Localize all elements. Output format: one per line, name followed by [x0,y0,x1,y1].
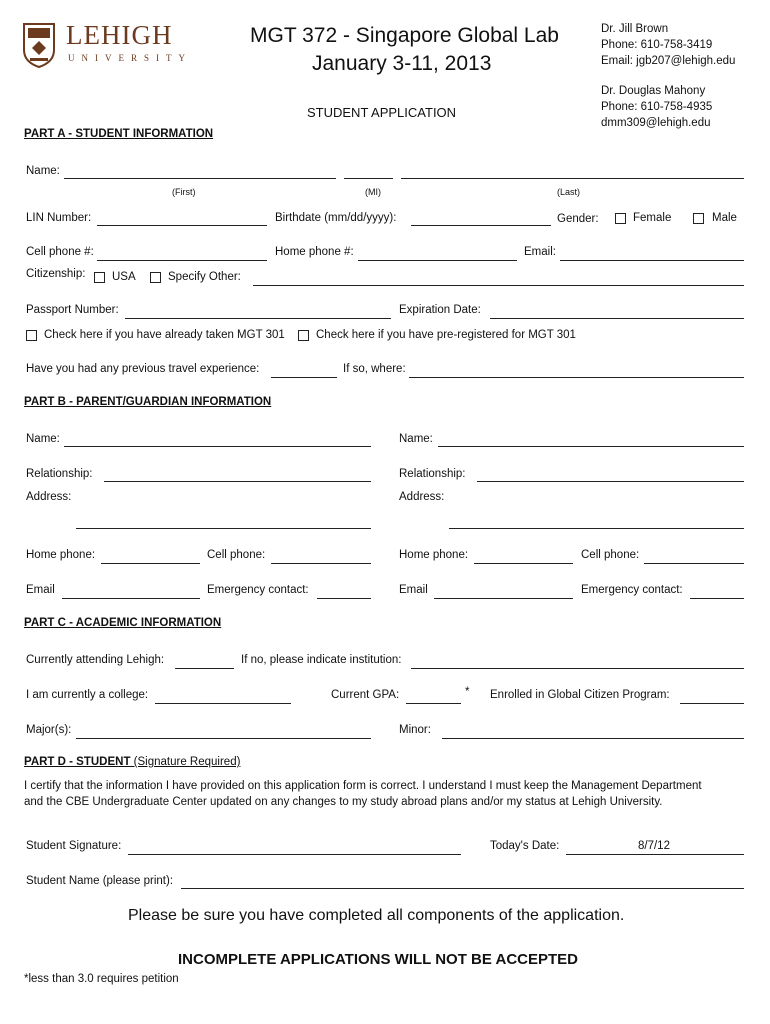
where-label: If so, where: [343,363,406,375]
where-field[interactable] [409,377,744,378]
guardian2-emergency-label: Emergency contact: [581,584,683,596]
prereg-301-checkbox[interactable] [298,330,309,341]
gpa-label: Current GPA: [331,689,400,701]
college-field[interactable] [155,703,291,704]
guardian1-cell-phone-field[interactable] [271,563,371,564]
college-label: I am currently a college: [26,689,149,701]
cell-field[interactable] [97,260,267,261]
guardian2-address-label: Address: [399,491,445,503]
contact-phone: Phone: 610-758-4935 [601,101,713,113]
guardian2-home-phone-field[interactable] [474,563,573,564]
certify-line-2: and the CBE Undergraduate Center updated on any changes to my study abroad plans and/or my status at Lehigh University. [24,796,663,808]
passport-field[interactable] [125,318,391,319]
signature-label: Student Signature: [26,840,122,852]
email-label: Email: [524,246,556,258]
course-dates: January 3-11, 2013 [312,52,492,75]
male-label: Male [712,212,737,224]
part-a-title: PART A - STUDENT INFORMATION [24,128,214,140]
attending-field[interactable] [175,668,234,669]
guardian1-emergency-field[interactable] [317,598,371,599]
guardian2-relationship-field[interactable] [477,481,744,482]
lin-label: LIN Number: [26,212,92,224]
global-citizen-field[interactable] [680,703,744,704]
guardian1-email-label: Email [26,584,55,596]
usa-label: USA [112,271,136,283]
last-caption: (Last) [557,187,581,197]
taken-301-label: Check here if you have already taken MGT 301 [44,329,285,341]
guardian1-name-label: Name: [26,433,60,445]
lin-field[interactable] [97,225,267,226]
guardian2-name-label: Name: [399,433,433,445]
prereg-301-label: Check here if you have pre-registered for MGT 301 [316,329,576,341]
minor-label: Minor: [399,724,431,736]
majors-field[interactable] [76,738,371,739]
birthdate-label: Birthdate (mm/dd/yyyy): [275,212,397,224]
travel-field[interactable] [271,377,337,378]
certify-line-1: I certify that the information I have provided on this application form is correct. I understand I must keep the Management Department [24,780,702,792]
guardian1-address-label: Address: [26,491,72,503]
global-citizen-label: Enrolled in Global Citizen Program: [490,689,670,701]
guardian2-name-field[interactable] [438,446,744,447]
contact-name: Dr. Jill Brown [601,23,669,35]
guardian1-home-phone-field[interactable] [101,563,200,564]
gpa-field[interactable] [406,703,461,704]
guardian1-email-field[interactable] [62,598,200,599]
course-title: MGT 372 - Singapore Global Lab [250,24,559,47]
mi-caption: (MI) [365,187,381,197]
university-sub: UNIVERSITY [68,53,192,63]
other-citizenship-field[interactable] [253,285,744,286]
last-name-field[interactable] [401,178,744,179]
guardian1-relationship-label: Relationship: [26,468,93,480]
incomplete-warning: INCOMPLETE APPLICATIONS WILL NOT BE ACCEPTED [178,951,579,968]
guardian2-emergency-field[interactable] [690,598,744,599]
citizenship-label: Citizenship: [26,268,86,280]
gender-label: Gender: [557,213,599,225]
print-name-field[interactable] [181,888,744,889]
date-field[interactable] [566,854,744,855]
other-citizenship-checkbox[interactable] [150,272,161,283]
specify-other-label: Specify Other: [168,271,241,283]
cell-label: Cell phone #: [26,246,94,258]
part-d-title-suffix: (Signature Required) [130,756,241,768]
contact-email[interactable]: dmm309@lehigh.edu [601,117,711,129]
print-name-label: Student Name (please print): [26,875,174,887]
passport-label: Passport Number: [26,304,119,316]
institution-label: If no, please indicate institution: [241,654,402,666]
university-name: LEHIGH [66,20,173,50]
first-name-field[interactable] [64,178,336,179]
guardian2-home-phone-label: Home phone: [399,549,469,561]
completion-reminder: Please be sure you have completed all components of the application. [128,907,625,924]
home-field[interactable] [358,260,517,261]
email-field[interactable] [560,260,744,261]
part-d-title [24,756,240,768]
contact-email[interactable]: Email: jgb207@lehigh.edu [601,55,736,67]
gpa-asterisk: * [465,686,470,698]
mi-field[interactable] [344,178,393,179]
usa-checkbox[interactable] [94,272,105,283]
guardian2-cell-phone-field[interactable] [644,563,744,564]
first-caption: (First) [172,187,196,197]
guardian1-emergency-label: Emergency contact: [207,584,309,596]
minor-field[interactable] [442,738,744,739]
form-title: STUDENT APPLICATION [307,105,457,120]
female-checkbox[interactable] [615,213,626,224]
attending-label: Currently attending Lehigh: [26,654,165,666]
lehigh-shield-icon [22,22,56,68]
expiration-label: Expiration Date: [399,304,481,316]
guardian1-relationship-field[interactable] [104,481,371,482]
guardian1-address-field[interactable] [76,528,371,529]
guardian2-address-field[interactable] [449,528,744,529]
taken-301-checkbox[interactable] [26,330,37,341]
signature-field[interactable] [128,854,461,855]
name-label: Name: [26,165,60,177]
male-checkbox[interactable] [693,213,704,224]
institution-field[interactable] [411,668,744,669]
guardian2-relationship-label: Relationship: [399,468,466,480]
contact-phone: Phone: 610-758-3419 [601,39,713,51]
date-label: Today's Date: [490,840,560,852]
part-c-title: PART C - ACADEMIC INFORMATION [24,617,222,629]
date-value: 8/7/12 [638,840,670,852]
part-d-title-main: PART D - STUDENT [24,756,131,768]
female-label: Female [633,212,672,224]
guardian2-cell-phone-label: Cell phone: [581,549,640,561]
lehigh-logo [22,22,212,72]
expiration-field[interactable] [490,318,744,319]
contact-name: Dr. Douglas Mahony [601,85,706,97]
travel-label: Have you had any previous travel experience: [26,363,260,375]
guardian2-email-label: Email [399,584,428,596]
guardian1-home-phone-label: Home phone: [26,549,96,561]
birthdate-field[interactable] [411,225,551,226]
guardian1-name-field[interactable] [64,446,371,447]
gpa-petition-note: *less than 3.0 requires petition [24,973,179,985]
guardian1-cell-phone-label: Cell phone: [207,549,266,561]
home-label: Home phone #: [275,246,354,258]
majors-label: Major(s): [26,724,72,736]
part-b-title: PART B - PARENT/GUARDIAN INFORMATION [24,396,272,408]
guardian2-email-field[interactable] [434,598,573,599]
